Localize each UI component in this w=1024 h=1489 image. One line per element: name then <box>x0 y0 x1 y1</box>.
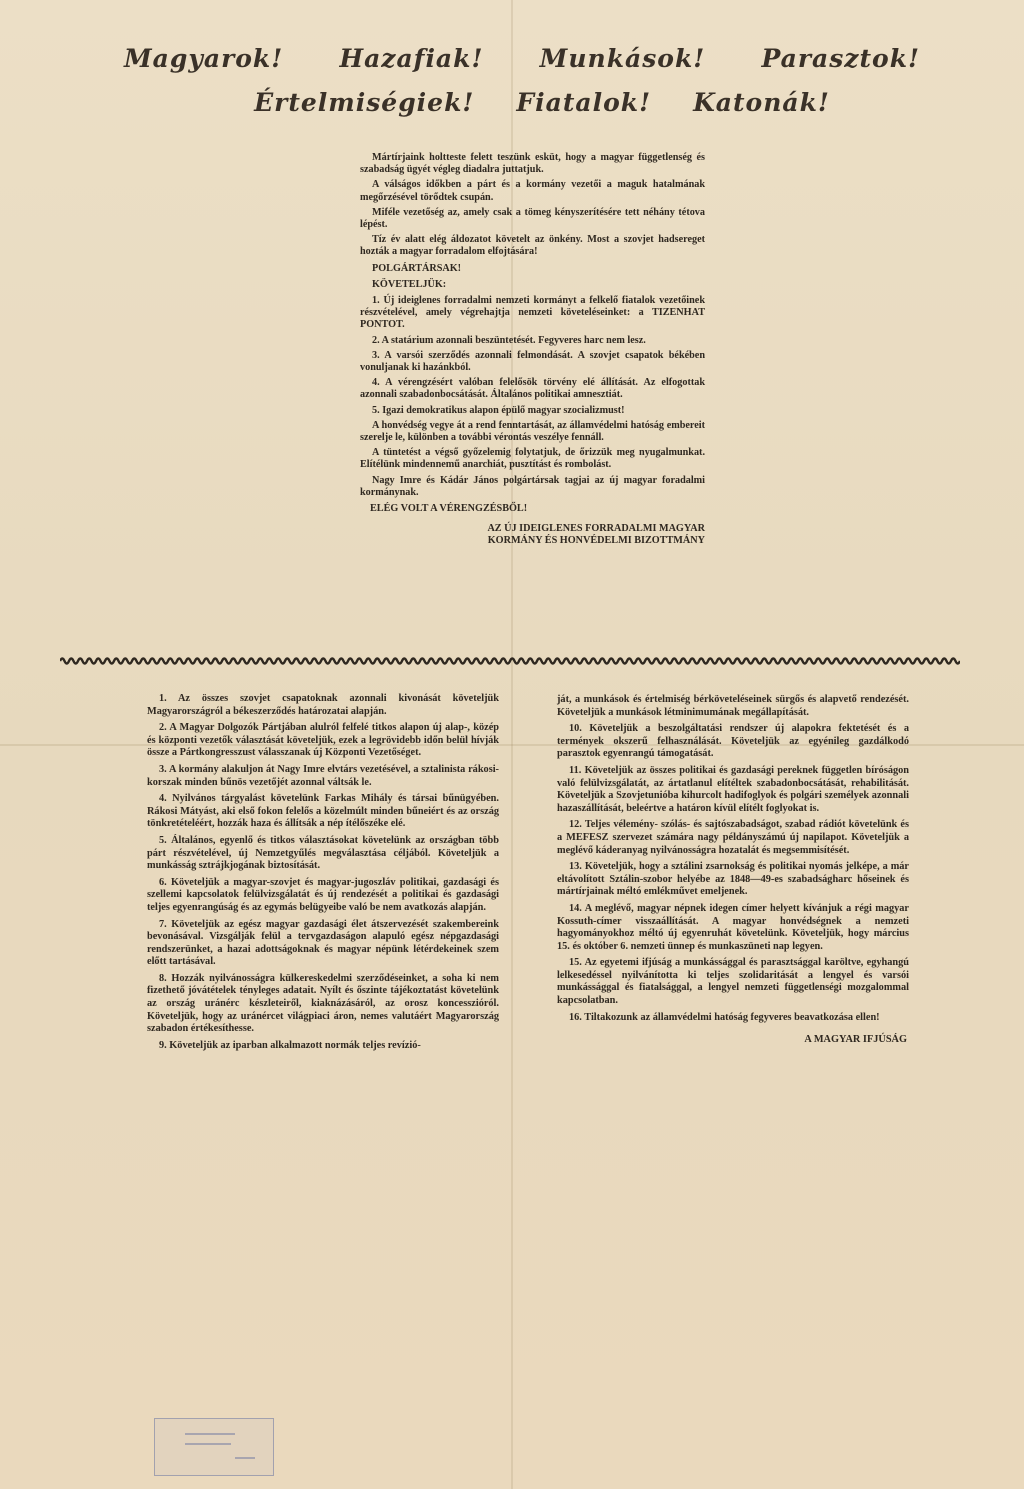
signature-line: AZ ÚJ IDEIGLENES FORRADALMI MAGYAR <box>487 523 705 535</box>
paragraph: Mártírjaink holtteste felett teszünk esküt, hogy a magyar függetlenség és szabadság ügyét végleg diadalra juttatjuk. <box>360 152 705 176</box>
headline-row-1 <box>0 44 1024 73</box>
archive-stamp <box>154 1418 274 1476</box>
point-item: 14. A meglévő, magyar népnek idegen címer helyett kívánjuk a régi magyar Kossuth-címer visszaállítását. A magyar honvédségnek a nemzeti hagyományokhoz méltó új egyenruhát követelünk. Követeljük, hogy március 15. és október 6. nemzeti ünnep és munkaszüneti nap legyen. <box>557 902 909 952</box>
paragraph: Tíz év alatt elég áldozatot követelt az önkény. Most a szovjet hadsereget hozták a magyar forradalom elfojtására! <box>360 234 705 258</box>
point-item: 11. Követeljük az összes politikai és gazdasági pereknek független bíróságon való felülvizsgálatát, az ártatlanul elítéltek szabadonbocsátását, rehabilitását. Követeljük a Szovjetunióba kihurcolt hadifoglyok és polgári személyek azonnali hazaszállítását, beleértve a határon kívül elítélt foglyokat is. <box>557 764 909 814</box>
sixteen-points-right-column <box>557 694 909 1051</box>
point-item: 2. A Magyar Dolgozók Pártjában alulról felfelé titkos alapon új alap-, közép és központi vezetők választását követeljük, ezek a legrövidebb időn belül hívják össze a Pártkongresszust válasszanak új Központi Vezetőséget. <box>147 722 499 759</box>
headline-word: Fiatalok! <box>516 88 652 117</box>
point-item: 3. A kormány alakuljon át Nagy Imre elvtárs vezetésével, a sztalinista rákosi-korszak minden bűnös vezetőjét azonnal váltsák le. <box>147 763 499 788</box>
headline-word: Parasztok! <box>761 44 920 73</box>
paragraph: A válságos időkben a párt és a kormány vezetői a maguk hatalmának megőrzésével törődtek csupán. <box>360 179 705 203</box>
paragraph: A tüntetést a végső győzelemig folytatjuk, de őrizzük meg nyugalmunkat. Elítélünk mindennemű anarchiát, pusztítást és rombolást. <box>360 447 705 471</box>
point-item: 12. Teljes vélemény- szólás- és sajtószabadságot, szabad rádiót követelünk és a MEFESZ szervezet számára nagy példányszámú új napilapot. Követeljük a meglévő káderanyag nyilvánosságra hozatalát és megsemmisítését. <box>557 819 909 856</box>
point-item: 5. Általános, egyenlő és titkos választásokat követelünk az országban több párt részvételével, új Nemzetgyűlés megválasztása céljából. Követeljük a munkásság sztrájkjogának biztosítását. <box>147 834 499 872</box>
proclamation-text <box>360 152 705 548</box>
point-item: 9. Követeljük az iparban alkalmazott normák teljes revízió- <box>159 1039 421 1051</box>
stamp-line <box>185 1433 235 1435</box>
headline-word: Hazafiak! <box>339 44 484 73</box>
point-item: 8. Hozzák nyilvánosságra külkereskedelmi szerződéseinket, a soha ki nem fizethető jóvátételek tényleges adatait. Nyílt és őszinte tájékoztatást követelünk az ország uránérc készleteiről, kiaknázásáról, az orosz koncesszióról. Követeljük, hogy az uránércet világpiaci áron, nemes valutáért Magyarország szabadon értékesíthesse. <box>147 972 499 1035</box>
wavy-divider <box>60 654 960 668</box>
demand-item: 1. Új ideiglenes forradalmi nemzeti kormányt a felkelő fiatalok vezetőinek részvételével, amely végrehajtja nemzeti követeléseinket: a TIZENHAT PONTOT. <box>360 295 705 331</box>
signature-line: KORMÁNY ÉS HONVÉDELMI BIZOTTMÁNY <box>487 535 705 547</box>
headline-word: Értelmiségiek! <box>254 88 475 117</box>
headline-word: Katonák! <box>693 88 830 117</box>
point-item: 13. Követeljük, hogy a sztálini zsarnokság és politikai nyomás jelképe, a már eltávolított Sztálin-szobor helyébe az 1848—49-es szabadságharc hőseinek és mártírjainak méltó emlékművet emeljenek. <box>557 861 909 898</box>
demand-item: 2. A statárium azonnali beszüntetését. Fegyveres harc nem lesz. <box>372 334 646 346</box>
headline-word: Munkások! <box>539 44 706 73</box>
headline-word: Magyarok! <box>124 44 284 73</box>
point-item: 4. Nyilvános tárgyalást követelünk Farkas Mihály és társai bűnügyében. Rákosi Mátyást, aki első fokon felelős a közelmúlt minden bűneiért és az ország tönkretételéért, hozzák haza és állítsák a nép ítélőszéke elé. <box>147 793 499 830</box>
paragraph: Miféle vezetőség az, amely csak a tömeg kényszerítésére tett néhány tétova lépést. <box>360 206 705 231</box>
headline-row-2 <box>0 88 1024 117</box>
sixteen-points-left-column <box>147 693 499 1056</box>
point-item: ját, a munkások és értelmiség bérköveteléseinek sürgős és alapvető rendezését. Követeljük a munkások létminimumának megállapítását. <box>557 694 909 718</box>
point-item: 10. Követeljük a beszolgáltatási rendszer új alapokra fektetését és a termények okszerű felhasználását. Követeljük az egyénileg gazdálkodó parasztok egyenrangú támogatását. <box>557 723 909 760</box>
signature-youth: A MAGYAR IFJÚSÁG <box>804 1034 907 1046</box>
demand-item: 5. Igazi demokratikus alapon épülő magyar szocializmust! <box>372 404 625 416</box>
rallying-cry: ELÉG VOLT A VÉRENGZÉSBŐL! <box>370 503 528 515</box>
demand-item: 3. A varsói szerződés azonnali felmondását. A szovjet csapatok békében vonuljanak ki hazánkból. <box>360 349 705 374</box>
point-item: 6. Követeljük a magyar-szovjet és magyar-jugoszláv politikai, gazdasági és szellemi kapcsolatok felülvizsgálatát és új rendezését a politikai és gazdasági teljes egyenrangúság és az egymás belügyeibe való be nem avatkozás alapján. <box>147 876 499 913</box>
point-item: 16. Tiltakozunk az államvédelmi hatóság fegyveres beavatkozása ellen! <box>569 1011 880 1023</box>
demand-heading: KÖVETELJÜK: <box>372 278 447 290</box>
paragraph: Nagy Imre és Kádár János polgártársak tagjai az új magyar foradalmi kormánynak. <box>360 474 705 498</box>
stamp-line <box>235 1457 255 1459</box>
demand-item: 4. A vérengzésért valóban felelősök törvény elé állítását. Az elfogottak azonnali szabadonbocsátását. Általános politikai amnesztiát. <box>360 377 705 401</box>
address-heading: POLGÁRTÁRSAK! <box>372 262 462 274</box>
paragraph: A honvédség vegye át a rend fenntartását, az államvédelmi hatóság embereit szerelje le, különben a további vérontás veszélye fennáll. <box>360 419 705 444</box>
stamp-line <box>185 1443 231 1445</box>
point-item: 15. Az egyetemi ifjúság a munkássággal és parasztsággal karöltve, egyhangú lelkesedéssel nyilvánította ki teljes szolidaritását a lengyel és varsói munkássággal és fiatalsággal, a lengyel nemzeti függetlenségi mozgalommal kapcsolatban. <box>557 957 909 1007</box>
point-item: 1. Az összes szovjet csapatoknak azonnali kivonását követeljük Magyarországról a békeszerződés határozatai alapján. <box>147 693 499 717</box>
point-item: 7. Követeljük az egész magyar gazdasági élet átszervezését szakembereink bevonásával. Vizsgálják felül a tervgazdaságon alapuló egész népgazdasági rendszerünket, a hazai adottságoknak és magyar népünk létérdekeinek szem előtt tartásával. <box>147 918 499 968</box>
